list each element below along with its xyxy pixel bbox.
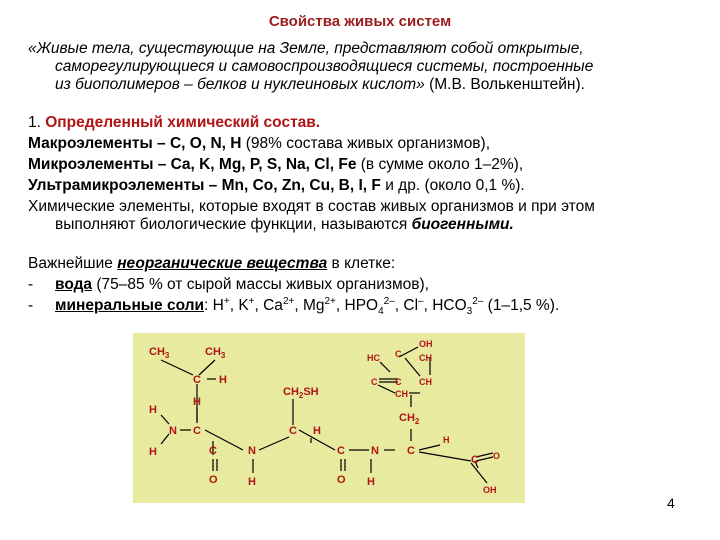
ion-ca-charge: 2+ <box>282 295 295 307</box>
list-dash: - <box>28 297 34 314</box>
ultra-elements: – Mn, Co, Zn, Cu, B, I, F <box>204 177 381 194</box>
ion-ca: , Ca <box>254 297 283 314</box>
atom-h-alpha-2: H <box>313 425 321 437</box>
ion-mg-charge: 2+ <box>324 295 336 307</box>
atom-ch-ring-r1: CH <box>419 353 432 363</box>
macro-note: (98% состава живых организмов), <box>241 135 491 152</box>
definition-line-2 <box>55 216 514 234</box>
inorganic-pre: Важнейшие <box>28 255 118 272</box>
ion-cl: , Cl <box>394 297 419 314</box>
page-number: 4 <box>667 495 675 511</box>
tripeptide-structure-diagram <box>133 333 525 503</box>
atom-c-ring-right: C <box>395 377 402 387</box>
ion-hpo4: , HPO <box>335 297 379 314</box>
microelements-line <box>28 156 523 174</box>
macroelements-line <box>28 135 490 153</box>
micro-label: Микроэлементы <box>28 156 154 173</box>
list-dash: - <box>28 276 34 293</box>
inorganic-intro <box>28 255 395 273</box>
atom-c-ring-top: C <box>395 349 402 359</box>
atom-c-carbonyl-2: C <box>337 445 345 457</box>
atom-c-alpha-3: C <box>407 445 415 457</box>
atom-h-alpha-3: H <box>443 435 450 445</box>
inorganic-post: в клетке: <box>327 255 396 272</box>
atom-c-alpha-2: C <box>289 425 297 437</box>
water-item <box>28 276 429 294</box>
inorganic-term: неорганические вещества <box>117 255 328 272</box>
atom-h-n-3: H <box>367 476 375 488</box>
slide-title: Свойства живых систем <box>268 13 452 30</box>
atom-c-ring-left: C <box>371 377 378 387</box>
atom-ch-ring-bottom: CH <box>395 389 408 399</box>
ch3-left-label: $CH_3$ <box>149 346 170 360</box>
ion-mg: , Mg <box>294 297 325 314</box>
ion-hco3: , HCO <box>423 297 467 314</box>
definition-text: выполняют биологические функции, называются <box>55 216 412 233</box>
ultramicro-line <box>28 177 525 195</box>
quote-line-3 <box>55 76 585 94</box>
biogenic-term: биогенными. <box>411 216 514 233</box>
ion-h-charge: + <box>223 295 230 307</box>
micro-note: (в сумме около 1–2%), <box>356 156 524 173</box>
atom-h-n-2: H <box>248 476 256 488</box>
quote-line-2: саморегулирующиеся и самовоспроизводящиеся системы, построенные <box>55 58 594 75</box>
atom-o-2: O <box>337 474 346 486</box>
ion-cl-charge: – <box>418 295 424 307</box>
atom-ch-ring-r2: CH <box>419 377 432 387</box>
atom-c-top: C <box>193 374 201 386</box>
macro-label: Макроэлементы <box>28 135 153 152</box>
ion-note: (1–1,5 %). <box>483 297 560 314</box>
ion-k-charge: + <box>248 295 255 307</box>
composition-number: 1. <box>28 114 46 131</box>
ion-h: : H <box>204 297 224 314</box>
atom-h-top: H <box>219 374 227 386</box>
macro-elements: – C, O, N, H <box>152 135 242 152</box>
atom-h-left-upper: H <box>149 404 157 416</box>
ultra-note: и др. (около 0,1 %). <box>380 177 525 194</box>
atom-hc-ring: HC <box>367 353 380 363</box>
atom-o-1: O <box>209 474 218 486</box>
atom-n-2: N <box>248 445 256 457</box>
quote-line-1: «Живые тела, существующие на Земле, представляют собой открытые, <box>28 40 584 57</box>
micro-elements: – Ca, K, Mg, P, S, Na, Cl, Fe <box>153 156 357 173</box>
mineral-term: минеральные соли <box>55 297 205 314</box>
water-note: (75–85 % от сырой массы живых организмов), <box>92 276 429 293</box>
ion-hco3-index: 3 <box>466 306 473 318</box>
ion-hco3-charge: 2– <box>472 295 484 307</box>
atom-h-alpha-1: H <box>193 396 201 408</box>
composition-title: Определенный химический состав. <box>45 114 321 131</box>
atom-n-3: N <box>371 445 379 457</box>
atom-c-carboxyl: C <box>471 454 479 466</box>
diagram-background <box>133 333 525 503</box>
ultra-label: Ультрамикроэлементы <box>28 177 205 194</box>
ion-k: , K <box>229 297 249 314</box>
definition-line-1: Химические элементы, которые входят в состав живых организмов и при этом <box>28 198 595 215</box>
ch3-right-label: $CH_3$ <box>205 346 226 360</box>
ion-hpo4-index: 4 <box>378 306 384 318</box>
ch2-side-label: $CH_2$ <box>399 412 420 426</box>
quote-author: (М.В. Волькенштейн). <box>424 76 585 93</box>
ion-hpo4-charge: 2– <box>383 295 395 307</box>
water-term: вода <box>55 276 93 293</box>
atom-o-3: O <box>493 451 501 461</box>
composition-heading <box>28 114 320 132</box>
minerals-item <box>28 295 560 318</box>
ch2sh-label: $CH_2SH$ <box>283 386 319 400</box>
atom-oh-carboxyl: OH <box>483 485 497 495</box>
quote-text-end: из биополимеров – белков и нуклеиновых кислот» <box>55 76 425 93</box>
atom-c-alpha-1: C <box>193 425 201 437</box>
atom-h-left-lower: H <box>149 446 157 458</box>
atom-c-carbonyl-1: C <box>209 445 217 457</box>
atom-oh-ring: OH <box>419 339 433 349</box>
atom-n-left: N <box>169 425 177 437</box>
